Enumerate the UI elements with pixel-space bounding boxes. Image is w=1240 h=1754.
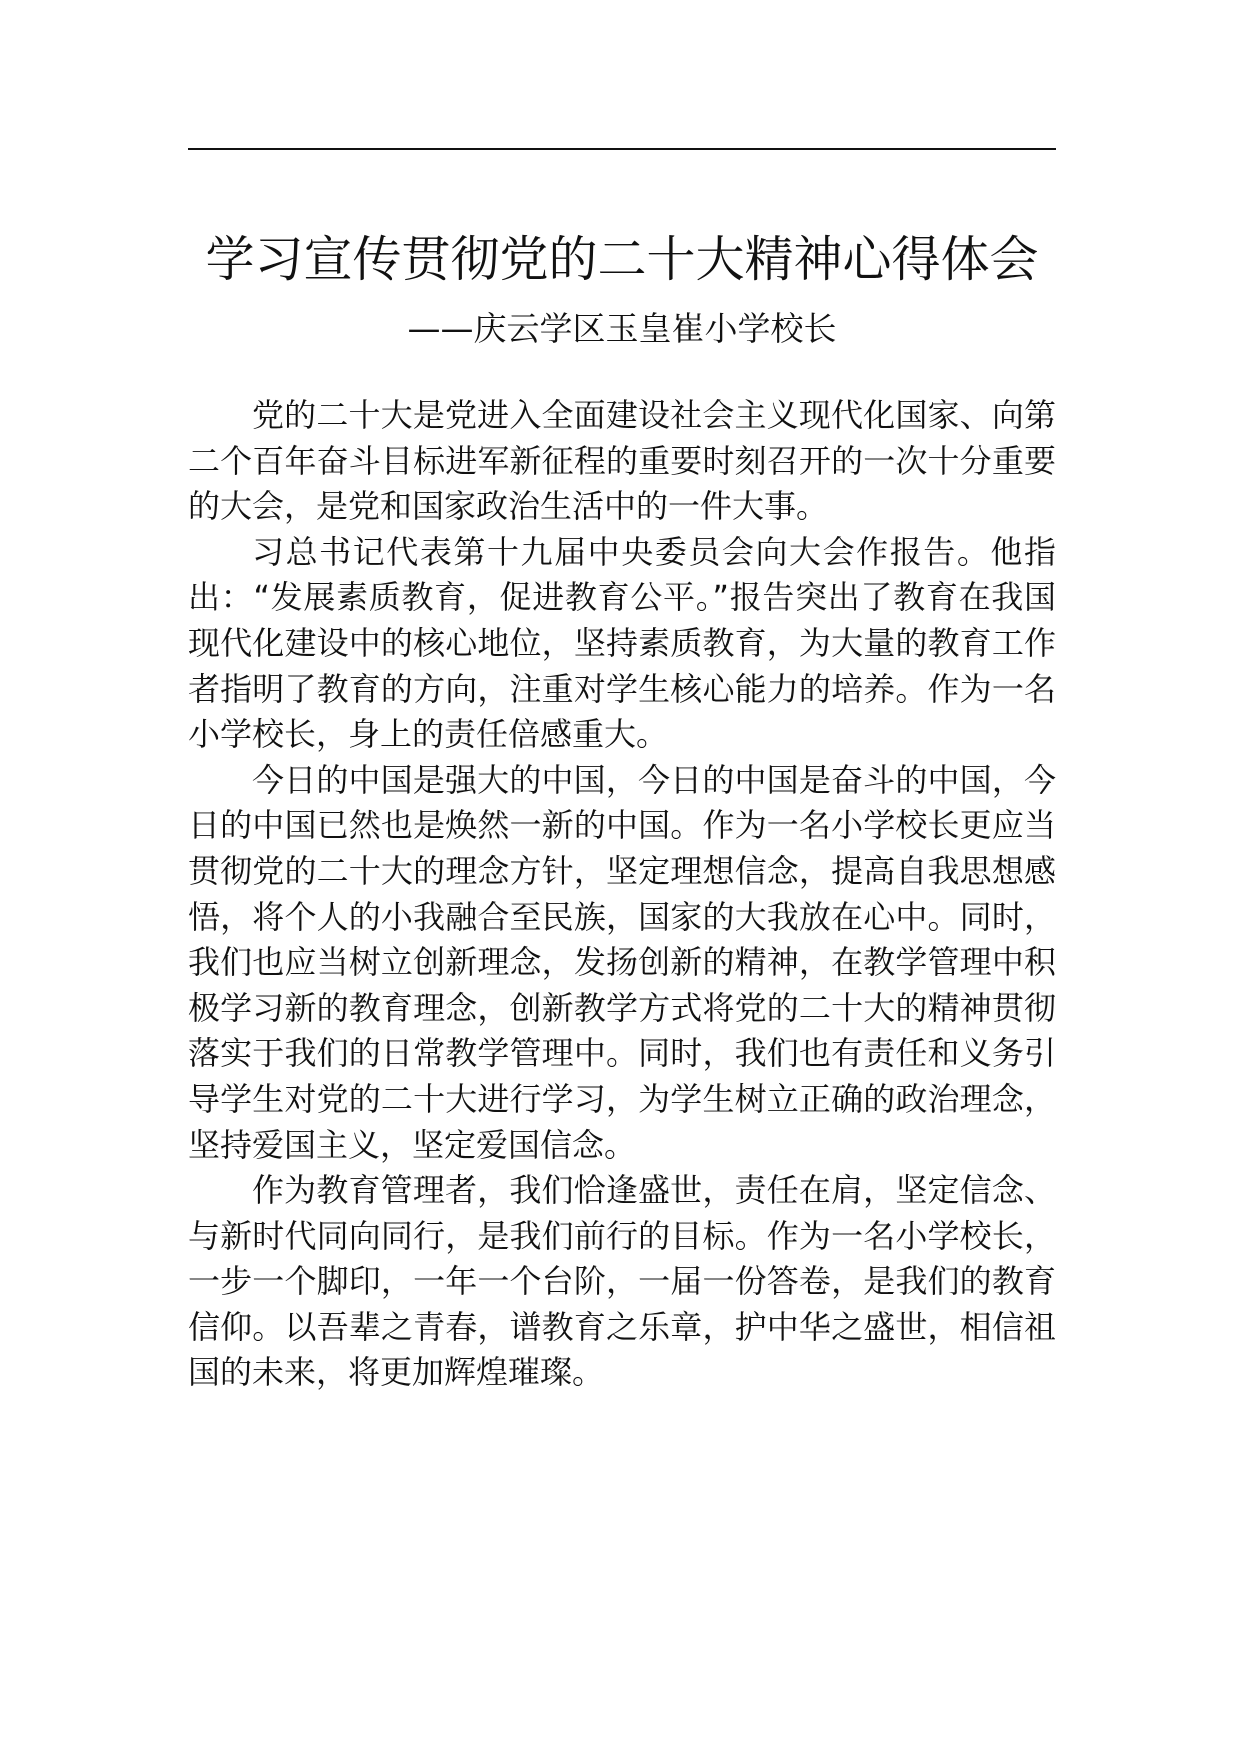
paragraph-3: 今日的中国是强大的中国，今日的中国是奋斗的中国，今日的中国已然也是焕然一新的中国。作为一名小学校长更应当贯彻党的二十大的理念方针，坚定理想信念，提高自我思想感悟，将个人的小我融合至民族，国家的大我放在心中。同时，我们也应当树立创新理念，发扬创新的精神，在教学管理中积极学习新的教育理念，创新教学方式将党的二十大的精神贯彻落实于我们的日常教学管理中。同时，我们也有责任和义务引导学生对党的二十大进行学习，为学生树立正确的政治理念，坚持爱国主义，坚定爱国信念。 (188, 760, 1056, 1164)
paragraph-1: 党的二十大是党进入全面建设社会主义现代化国家、向第二个百年奋斗目标进军新征程的重要时刻召开的一次十分重要的大会，是党和国家政治生活中的一件大事。 (188, 396, 1056, 526)
document-title: 学习宣传贯彻党的二十大精神心得体会 (205, 231, 1039, 288)
paragraph-2: 习总书记代表第十九届中央委员会向大会作报告。他指出：“发展素质教育，促进教育公平。”报告突出了教育在我国现代化建设中的核心地位，坚持素质教育，为大量的教育工作者指明了教育的方向，注重对学生核心能力的培养。作为一名小学校长，身上的责任倍感重大。 (188, 532, 1056, 754)
header-rule (188, 148, 1056, 150)
paragraph-4: 作为教育管理者，我们恰逢盛世，责任在肩，坚定信念、与新时代同向同行，是我们前行的目标。作为一名小学校长，一步一个脚印，一年一个台阶，一届一份答卷，是我们的教育信仰。以吾辈之青春，谱教育之乐章，护中华之盛世，相信祖国的未来，将更加辉煌璀璨。 (188, 1171, 1056, 1392)
document-subtitle: ——庆云学区玉皇崔小学校长 (407, 309, 837, 348)
document-body (188, 393, 1056, 1396)
